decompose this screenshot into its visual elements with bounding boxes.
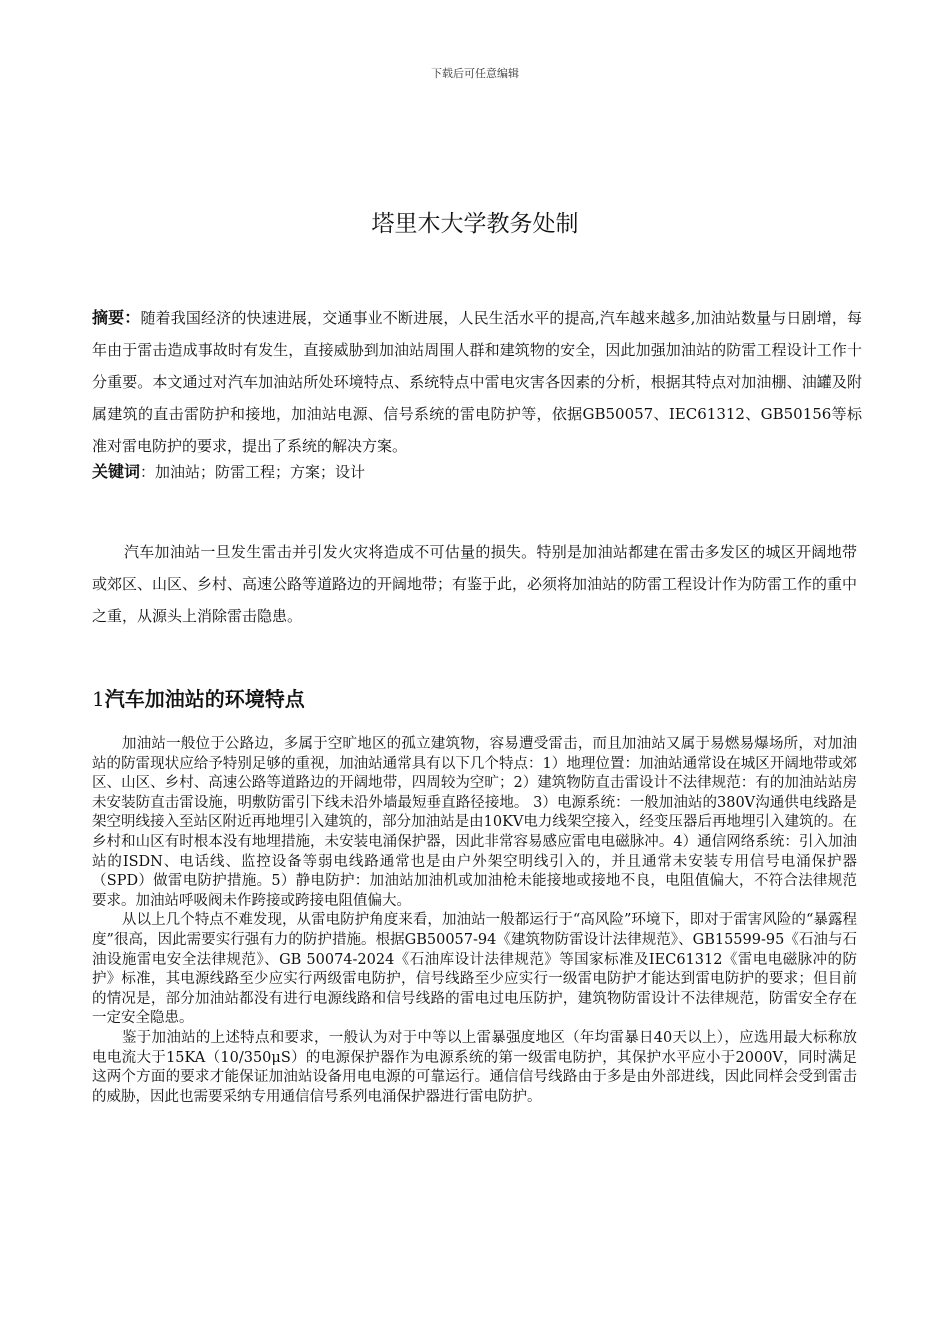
keywords-text: ：加油站；防雷工程；方案；设计 [140, 463, 366, 481]
body-paragraph: 从以上几个特点不难发现，从雷电防护角度来看，加油站一般都运行于“高风险”环境下，即对于雷害风险的“暴露程度”很高，因此需要实行强有力的防护措施。根据GB50057-94《建筑物防雷设计法律规范》、GB15599-95《石油与石油设施雷电安全法律规范》、GB 50074-2024《石油库设计法律规范》等国家标准及IEC61312《雷电电磁脉冲的防护》标准，其电源线路至少应实行两级雷电防护，信号线路至少应实行一级雷电防护才能达到雷电防护的要求；但目前的情况是，部分加油站都没有进行电源线路和信号线路的雷电过电压防护，建筑物防雷设计不法律规范，防雷安全存在一定安全隐患。 [92, 912, 857, 1027]
keywords [92, 456, 862, 488]
header-note: 下载后可任意编辑 [431, 67, 519, 80]
abstract-text: 随着我国经济的快速进展，交通事业不断进展，人民生活水平的提高,汽车越来越多,加油站数量与日剧增，每年由于雷击造成事故时有发生，直接威胁到加油站周围人群和建筑物的安全，因此加强加油站的防雷工程设计工作十分重要。本文通过对汽车加油站所处环境特点、系统特点中雷电灾害各因素的分析，根据其特点对加油棚、油罐及附属建筑的直击雷防护和接地，加油站电源、信号系统的雷电防护等，依据GB50057、IEC61312、GB50156等标准对雷电防护的要求，提出了系统的解决方案。 [92, 309, 862, 455]
section-title: 汽车加油站的环境特点 [104, 687, 305, 711]
section-body [92, 735, 857, 1107]
body-paragraph: 加油站一般位于公路边，多属于空旷地区的孤立建筑物，容易遭受雷击，而且加油站又属于易燃易爆场所，对加油站的防雷现状应给予特别足够的重视，加油站通常具有以下几个特点：1）地理位置：加油站通常设在城区开阔地带或郊区、山区、乡村、高速公路等道路边的开阔地带，四周较为空旷；2）建筑物防直击雷设计不法律规范：有的加油站站房未安装防直击雷设施，明敷防雷引下线未沿外墙最短垂直路径接地。 3）电源系统：一般加油站的380V沟通供电线路是架空明线接入至站区附近再地埋引入建筑的，部分加油站是由10KV电力线架空接入，经变压器后再地埋引入建筑的。在乡村和山区有时根本没有地埋措施，未安装电涌保护器，因此非常容易感应雷电电磁脉冲。4）通信网络系统：引入加油站的ISDN、电话线、监控设备等弱电线路通常也是由户外架空明线引入的，并且通常未安装专用信号电涌保护器（SPD）做雷电防护措施。5）静电防护：加油站加油机或加油枪未能接地或接地不良，电阻值偏大，不符合法律规范要求。加油站呼吸阀未作跨接或跨接电阻值偏大。 [92, 736, 857, 909]
intro-paragraph: 汽车加油站一旦发生雷击并引发火灾将造成不可估量的损失。特别是加油站都建在雷击多发区的城区开阔地带或郊区、山区、乡村、高速公路等道路边的开阔地带；有鉴于此，必须将加油站的防雷工程设计作为防雷工作的重中之重，从源头上消除雷击隐患。 [92, 543, 858, 625]
abstract-label: 摘要： [92, 308, 141, 327]
abstract [92, 302, 862, 462]
section-number: 1 [92, 687, 105, 711]
document-title: 塔里木大学教务处制 [371, 211, 579, 237]
section-heading [92, 683, 857, 712]
keywords-label: 关键词 [92, 462, 141, 481]
body-paragraph: 鉴于加油站的上述特点和要求，一般认为对于中等以上雷暴强度地区（年均雷暴日40天以上），应选用最大标称放电电流大于15KA（10/350μS）的电源保护器作为电源系统的第一级雷电防护，其保护水平应小于2000V，同时满足这两个方面的要求才能保证加油站设备用电电源的可靠运行。通信信号线路由于多是由外部进线，因此同样会受到雷击的威胁，因此也需要采纳专用通信信号系列电涌保护器进行雷电防护。 [92, 1029, 857, 1105]
